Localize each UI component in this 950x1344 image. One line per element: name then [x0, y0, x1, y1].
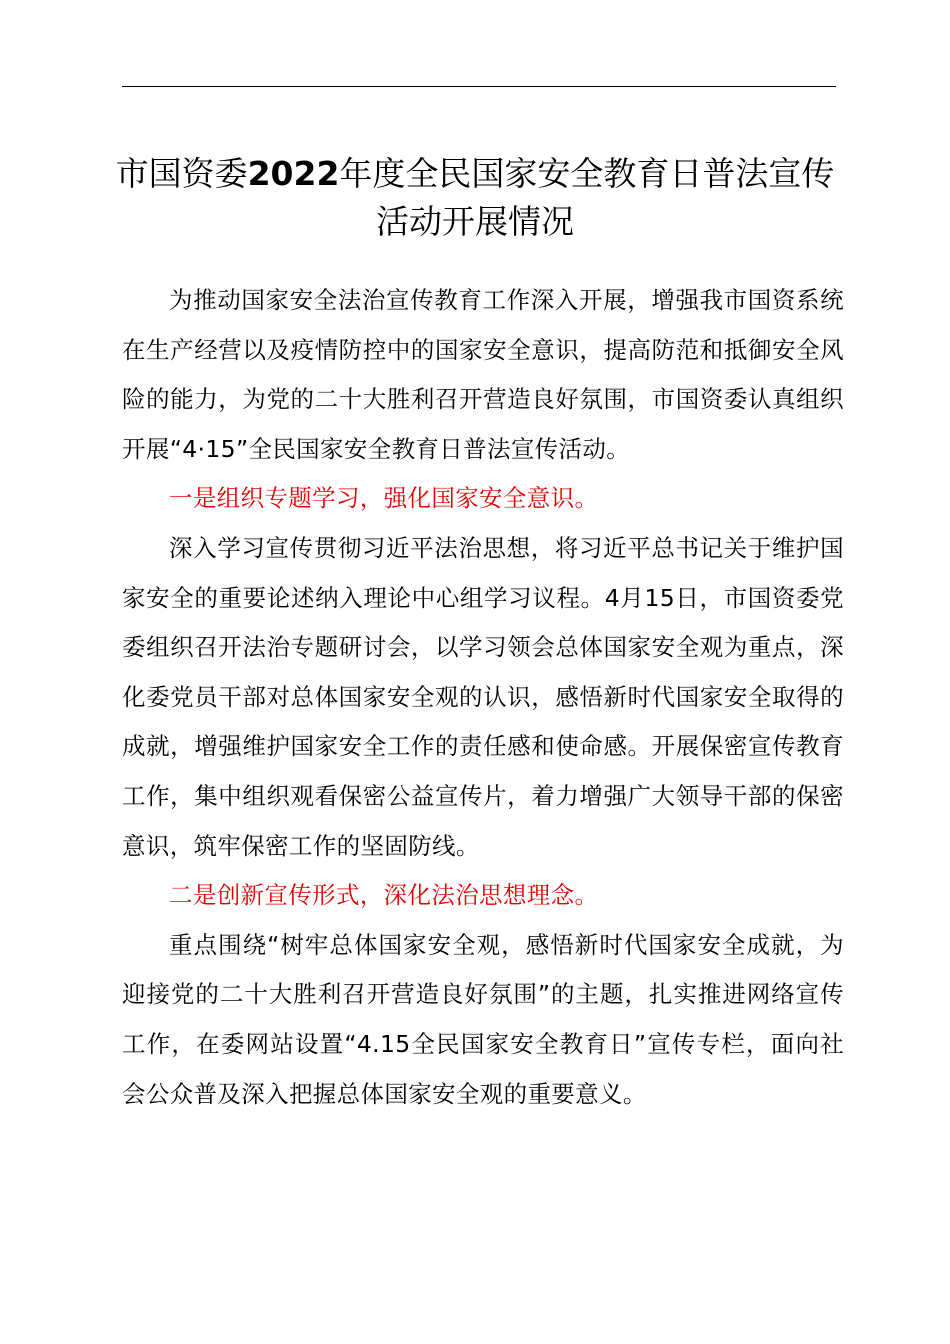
- section-heading-1: 一是组织专题学习，强化国家安全意识。: [169, 484, 599, 513]
- title-year: 2022: [247, 154, 340, 193]
- section-heading-2: 二是创新宣传形式，深化法治思想理念。: [169, 881, 599, 910]
- title-prefix: 市国资委: [115, 154, 248, 193]
- title-suffix: 年度全民国家安全教育日普法宣传活动开展情况: [339, 154, 835, 241]
- header-rule: [122, 86, 836, 87]
- document-body: [122, 276, 844, 1119]
- page-title: [100, 150, 850, 246]
- intro-paragraph: 为推动国家安全法治宣传教育工作深入开展，增强我市国资系统在生产经营以及疫情防控中的国家安全意识，提高防范和抵御安全风险的能力，为党的二十大胜利召开营造良好氛围，市国资委认真组织开展“4·15”全民国家安全教育日普法宣传活动。: [122, 286, 844, 463]
- section-body-1: 深入学习宣传贯彻习近平法治思想，将习近平总书记关于维护国家安全的重要论述纳入理论中心组学习议程。4月15日，市国资委党委组织召开法治专题研讨会，以学习领会总体国家安全观为重点，深化委党员干部对总体国家安全观的认识，感悟新时代国家安全取得的成就，增强维护国家安全工作的责任感和使命感。开展保密宣传教育工作，集中组织观看保密公益宣传片，着力增强广大领导干部的保密意识，筑牢保密工作的坚固防线。: [122, 533, 844, 860]
- section-body-2: 重点围绕“树牢总体国家安全观，感悟新时代国家安全成就，为迎接党的二十大胜利召开营造良好氛围”的主题，扎实推进网络宣传工作，在委网站设置“4.15全民国家安全教育日”宣传专栏，面向社会公众普及深入把握总体国家安全观的重要意义。: [122, 930, 844, 1108]
